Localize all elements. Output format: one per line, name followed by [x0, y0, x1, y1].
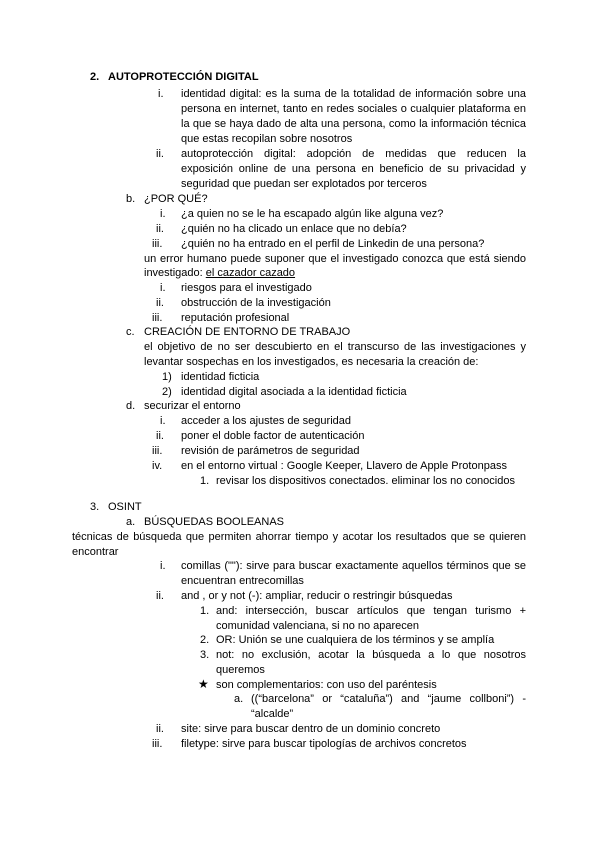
list-marker: b. [126, 193, 136, 205]
subsection-title: securizar el entorno [144, 400, 241, 412]
list-item: son complementarios: con uso del paréntesis [216, 679, 437, 691]
subsection-title: ¿POR QUÉ? [144, 193, 208, 205]
list-item: riesgos para el investigado [181, 282, 312, 294]
section-2-title: AUTOPROTECCIÓN DIGITAL [108, 71, 259, 83]
list-item: ¿a quien no se le ha escapado algún like alguna vez? [181, 208, 444, 220]
list-marker: iii. [152, 738, 163, 750]
paragraph-line: seguridad que puedan ser explotados por terceros [181, 178, 427, 190]
paragraph-line: persona en internet, tanto en redes sociales o cualquier plataforma en [181, 103, 526, 115]
list-item: site: sirve para buscar dentro de un dominio concreto [181, 723, 441, 735]
section-2-number: 2. [90, 71, 100, 83]
list-marker: iii. [152, 238, 163, 250]
list-item: ¿quién no ha clicado un enlace que no debía? [181, 223, 407, 235]
paragraph-line: encuentran entrecomillas [181, 575, 304, 587]
list-item: acceder a los ajustes de seguridad [181, 415, 351, 427]
list-marker: c. [126, 326, 135, 338]
list-marker: 2) [162, 386, 172, 398]
paragraph-line: queremos [216, 664, 265, 676]
subsection-title: CREACIÓN DE ENTORNO DE TRABAJO [144, 326, 351, 338]
list-item: revisar los dispositivos conectados. eliminar los no conocidos [216, 475, 515, 487]
list-marker: iii. [152, 312, 163, 324]
paragraph-line: comillas (""): sirve para buscar exactamente aquellos términos que se [181, 560, 526, 572]
paragraph-line: identidad digital: es la suma de la totalidad de información sobre una [181, 88, 526, 100]
paragraph-prefix: investigado: [144, 267, 206, 279]
list-item: poner el doble factor de autenticación [181, 430, 365, 442]
paragraph-line [144, 266, 295, 280]
list-item: filetype: sirve para buscar tipologías de archivos concretos [181, 738, 467, 750]
section-3-title: OSINT [108, 501, 142, 513]
paragraph-line: encontrar [72, 546, 119, 558]
list-marker: d. [126, 400, 136, 412]
list-marker: i. [160, 415, 166, 427]
subsection-title: BÚSQUEDAS BOOLEANAS [144, 516, 284, 528]
list-marker: a. [126, 516, 136, 528]
star-bullet-icon: ★ [198, 677, 209, 691]
paragraph-line: el objetivo de no ser descubierto en el transcurso de las investigaciones y [144, 341, 526, 353]
paragraph-line: and: intersección, buscar artículos que tengan turismo + [216, 605, 526, 617]
list-marker: 1) [162, 371, 172, 383]
paragraph-line: not: no exclusión, acotar la búsqueda a lo que nosotros [216, 649, 526, 661]
paragraph-line: exposición online de una persona en beneficio de su privacidad y [181, 163, 526, 175]
list-marker: ii. [156, 223, 164, 235]
paragraph-line: técnicas de búsqueda que permiten ahorrar tiempo y acotar los resultados que se quieren [72, 531, 526, 543]
list-marker: 1. [200, 475, 210, 487]
underlined-phrase: el cazador cazado [205, 267, 296, 279]
list-marker: 2. [200, 634, 210, 646]
paragraph-line: que estas recopilan sobre nosotros [181, 133, 353, 145]
list-item: obstrucción de la investigación [181, 297, 331, 309]
list-marker: 1. [200, 605, 210, 617]
paragraph-line: “alcalde” [251, 708, 294, 720]
list-item: revisión de parámetros de seguridad [181, 445, 360, 457]
list-item: identidad digital asociada a la identidad ficticia [181, 386, 407, 398]
list-marker: 3. [200, 649, 210, 661]
list-marker: a. [234, 693, 244, 705]
list-marker: ii. [156, 430, 164, 442]
list-marker: i. [160, 282, 166, 294]
paragraph-line: autoprotección digital: adopción de medidas que reducen la [181, 148, 526, 160]
paragraph-line: levantar sospechas en los investigados, es necesaria la creación de: [144, 356, 479, 368]
list-marker: i. [158, 88, 164, 100]
list-marker: iii. [152, 445, 163, 457]
paragraph-line: un error humano puede suponer que el investigado conozca que está siendo [144, 253, 526, 265]
list-item: en el entorno virtual : Google Keeper, Llavero de Apple Protonpass [181, 460, 507, 472]
paragraph-line: comunidad valenciana, si no no aparecen [216, 620, 420, 632]
list-item: and , or y not (-): ampliar, reducir o restringir búsquedas [181, 590, 453, 602]
list-marker: ii. [156, 590, 164, 602]
list-marker: iv. [152, 460, 163, 472]
paragraph-line: la que se haya dado de alta una persona, como la información técnica [181, 118, 526, 130]
list-item: OR: Unión se une cualquiera de los términos y se amplía [216, 634, 495, 646]
list-marker: ii. [156, 723, 164, 735]
paragraph-line: ((“barcelona” or “cataluña”) and “jaume collboni”) - [251, 693, 526, 705]
list-marker: i. [160, 208, 166, 220]
list-marker: i. [160, 560, 166, 572]
list-marker: ii. [156, 297, 164, 309]
list-item: identidad ficticia [181, 371, 260, 383]
section-3-number: 3. [90, 501, 100, 513]
list-item: reputación profesional [181, 312, 290, 324]
list-marker: ii. [156, 148, 164, 160]
list-item: ¿quién no ha entrado en el perfil de Linkedin de una persona? [181, 238, 485, 250]
